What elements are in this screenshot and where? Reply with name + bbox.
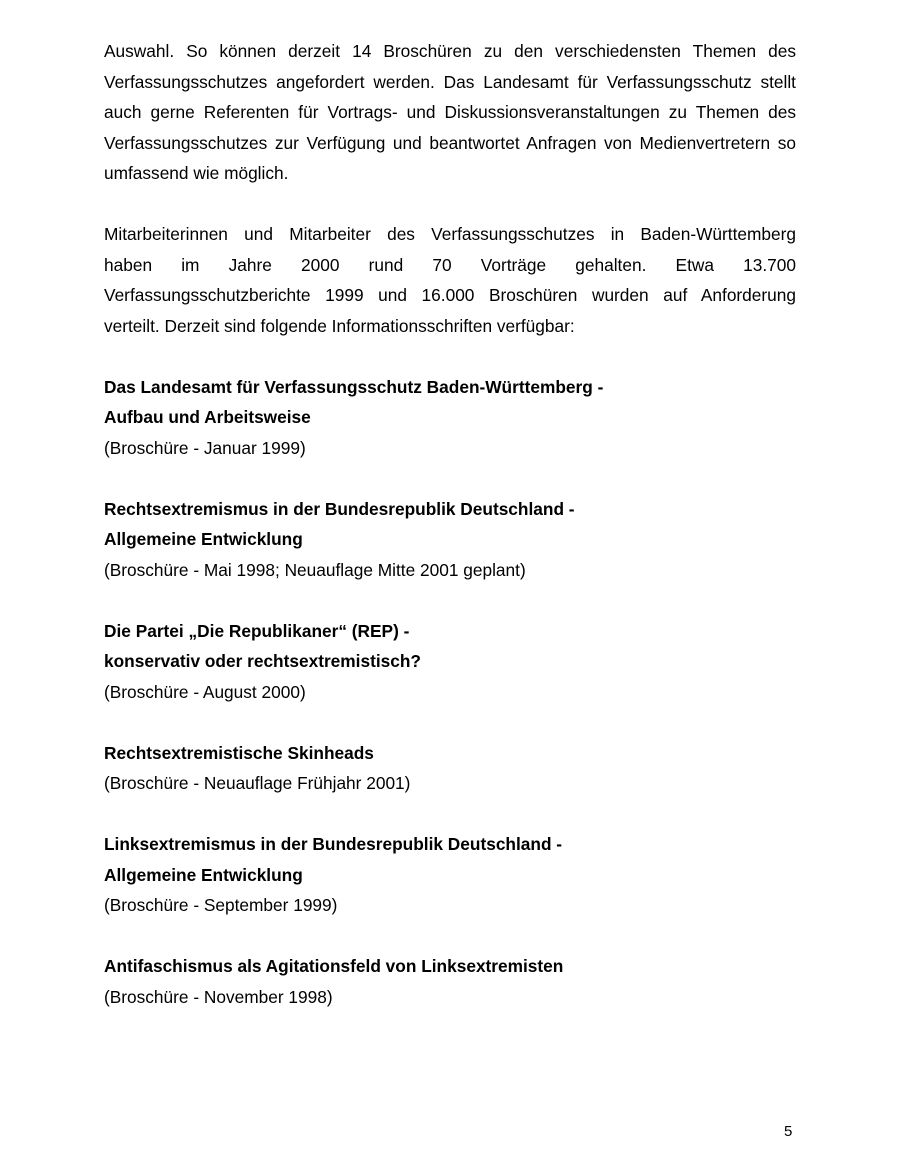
paragraph-line: Verfassungsschutzberichte 1999 und 16.000 Broschüren wurden auf Anforderung — [104, 285, 796, 305]
paragraph-line: auch gerne Referenten für Vortrags- und Diskussionsveranstaltungen zu Themen des — [104, 102, 796, 122]
publication-meta: (Broschüre - Neuauflage Frühjahr 2001) — [104, 773, 411, 793]
publication-entry — [104, 829, 796, 921]
publication-title: Antifaschismus als Agitationsfeld von Linksextremisten — [104, 956, 564, 976]
publication-title: Die Partei „Die Republikaner“ (REP) - — [104, 620, 410, 641]
paragraph-line: haben im Jahre 2000 rund 70 Vorträge gehalten. Etwa 13.700 — [104, 254, 796, 275]
publication-meta: (Broschüre - September 1999) — [104, 895, 338, 915]
publication-title: Allgemeine Entwicklung — [104, 864, 303, 885]
publication-entry — [104, 494, 796, 586]
intro-paragraph-statistics — [104, 219, 796, 341]
paragraph-line: umfassend wie möglich. — [104, 163, 289, 183]
document-page — [104, 36, 796, 1043]
intro-paragraph-availability — [104, 36, 796, 189]
publication-title: Das Landesamt für Verfassungsschutz Baden-Württemberg - — [104, 376, 604, 397]
paragraph-line: Verfassungsschutzes angefordert werden. Das Landesamt für Verfassungsschutz stellt — [104, 71, 796, 92]
publication-title: Allgemeine Entwicklung — [104, 529, 303, 549]
paragraph-line: Verfassungsschutzes zur Verfügung und beantwortet Anfragen von Medienvertretern so — [104, 132, 796, 153]
publication-title: Aufbau und Arbeitsweise — [104, 407, 311, 427]
publication-title: Linksextremismus in der Bundesrepublik Deutschland - — [104, 834, 563, 854]
publication-entry — [104, 372, 796, 464]
paragraph-line: Auswahl. So können derzeit 14 Broschüren zu den verschiedensten Themen des — [104, 41, 796, 61]
publication-entry — [104, 738, 796, 799]
publication-title: konservativ oder rechtsextremistisch? — [104, 651, 421, 671]
publication-title: Rechtsextremismus in der Bundesrepublik Deutschland - — [104, 498, 575, 519]
publication-entry — [104, 616, 796, 708]
publication-meta: (Broschüre - November 1998) — [104, 986, 333, 1007]
paragraph-line: Mitarbeiterinnen und Mitarbeiter des Verfassungsschutzes in Baden-Württemberg — [104, 224, 796, 244]
publication-meta: (Broschüre - Mai 1998; Neuauflage Mitte 2001 geplant) — [104, 559, 526, 580]
publication-meta: (Broschüre - Januar 1999) — [104, 437, 306, 458]
publication-meta: (Broschüre - August 2000) — [104, 681, 306, 702]
page-number: 5 — [784, 1123, 793, 1140]
paragraph-line: verteilt. Derzeit sind folgende Informationsschriften verfügbar: — [104, 315, 575, 336]
publication-title: Rechtsextremistische Skinheads — [104, 742, 374, 763]
publication-entry — [104, 951, 796, 1012]
